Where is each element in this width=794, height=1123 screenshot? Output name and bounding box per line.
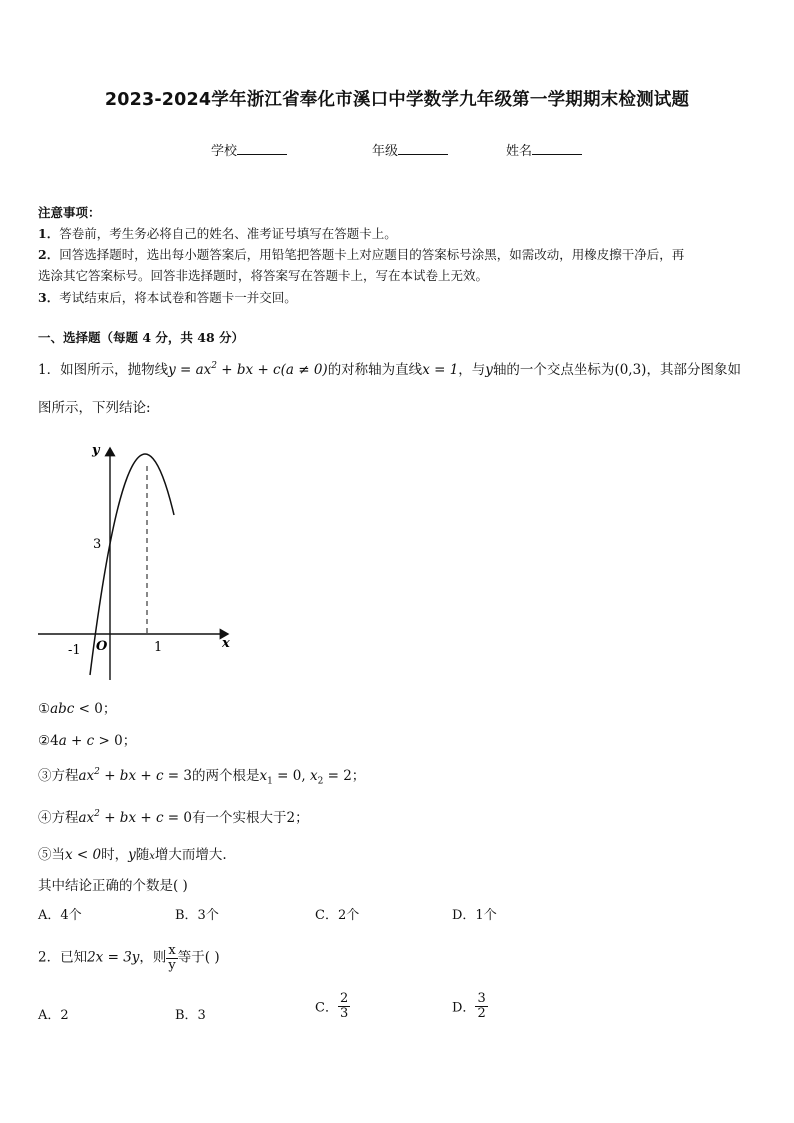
q1-statement-4: ④方程$ax^2$ + bx + c = 0有一个实根大于2； <box>38 809 309 826</box>
note-2: 2．回答选择题时，选出每小题答案后，用铅笔把答题卡上对应题目的答案标号涂黑，如需改动，用橡皮擦干净后，再 <box>38 247 685 262</box>
note-1: 1．答卷前，考生务必将自己的姓名、准考证号填写在答题卡上。 <box>38 226 397 241</box>
q1-option-b[interactable]: B．3个 <box>175 908 219 923</box>
grade-field[interactable] <box>372 140 448 159</box>
q1-stem: 1．如图所示，抛物线$y = ax^2$ + bx + c(a ≠ 0)的对称轴为直线x = 1，与y轴的一个交点坐标为(0,3)，其部分图象如 <box>38 361 741 378</box>
q1-statement-5: ⑤当x < 0时，y随x增大而增大. <box>38 847 227 863</box>
q1-statement-1: ①abc < 0； <box>38 701 117 717</box>
section-heading: 一、选择题（每题 4 分，共 48 分） <box>38 330 245 345</box>
q1-parabola-eq: $y = ax^2$ + bx + c(a ≠ 0) <box>168 361 328 378</box>
x-tick-neg1: -1 <box>68 643 81 658</box>
name-label: 姓名 <box>506 144 533 159</box>
notes-heading: 注意事项： <box>38 205 101 220</box>
page-title: 2023-2024学年浙江省奉化市溪口中学数学九年级第一学期期末检测试题 <box>104 90 690 110</box>
y-tick-3: 3 <box>93 537 102 552</box>
note-2-cont: 选涂其它答案标号。回答非选择题时，将答案写在答题卡上，写在本试卷上无效。 <box>38 268 489 283</box>
y-axis-label: y <box>92 443 100 458</box>
q1-option-a[interactable]: A．4个 <box>38 908 82 923</box>
origin-label: O <box>96 639 108 654</box>
x-tick-1: 1 <box>154 640 163 655</box>
x-axis-label: x <box>222 636 230 651</box>
q1-parabola-graph <box>30 430 240 690</box>
q2-option-a[interactable]: A．2 <box>38 1008 69 1023</box>
q2-option-d[interactable]: D． $\frac{3}{2}$ <box>452 991 486 1021</box>
q1-statement-2: ②4a + c > 0； <box>38 733 137 749</box>
q2-fraction: $\frac{x}{y}$ <box>168 943 176 973</box>
name-blank[interactable] <box>532 141 582 155</box>
q1-option-c[interactable]: C．2个 <box>315 908 360 923</box>
grade-label: 年级 <box>372 144 399 159</box>
note-3: 3．考试结束后，将本试卷和答题卡一并交回。 <box>38 290 297 305</box>
grade-blank[interactable] <box>398 141 448 155</box>
school-label: 学校 <box>211 144 238 159</box>
q1-statement-3: ③方程$ax^2$ + bx + c = 3的两个根是$x_1 = 0$, $x_2 = 2$； <box>38 767 366 787</box>
school-blank[interactable] <box>237 141 287 155</box>
q2-stem: 2．已知2x = 3y，则 $\frac{x}{y}$ 等于( ) <box>38 943 220 973</box>
name-field[interactable] <box>506 140 582 159</box>
q1-question: 其中结论正确的个数是( ) <box>38 878 188 894</box>
q1-option-d[interactable]: D．1个 <box>452 908 497 923</box>
q1-stem-cont: 图所示，下列结论: <box>38 400 151 416</box>
q2-option-b[interactable]: B．3 <box>175 1008 206 1023</box>
school-field[interactable] <box>211 140 287 159</box>
q2-option-c[interactable]: C． $\frac{2}{3}$ <box>315 991 349 1021</box>
